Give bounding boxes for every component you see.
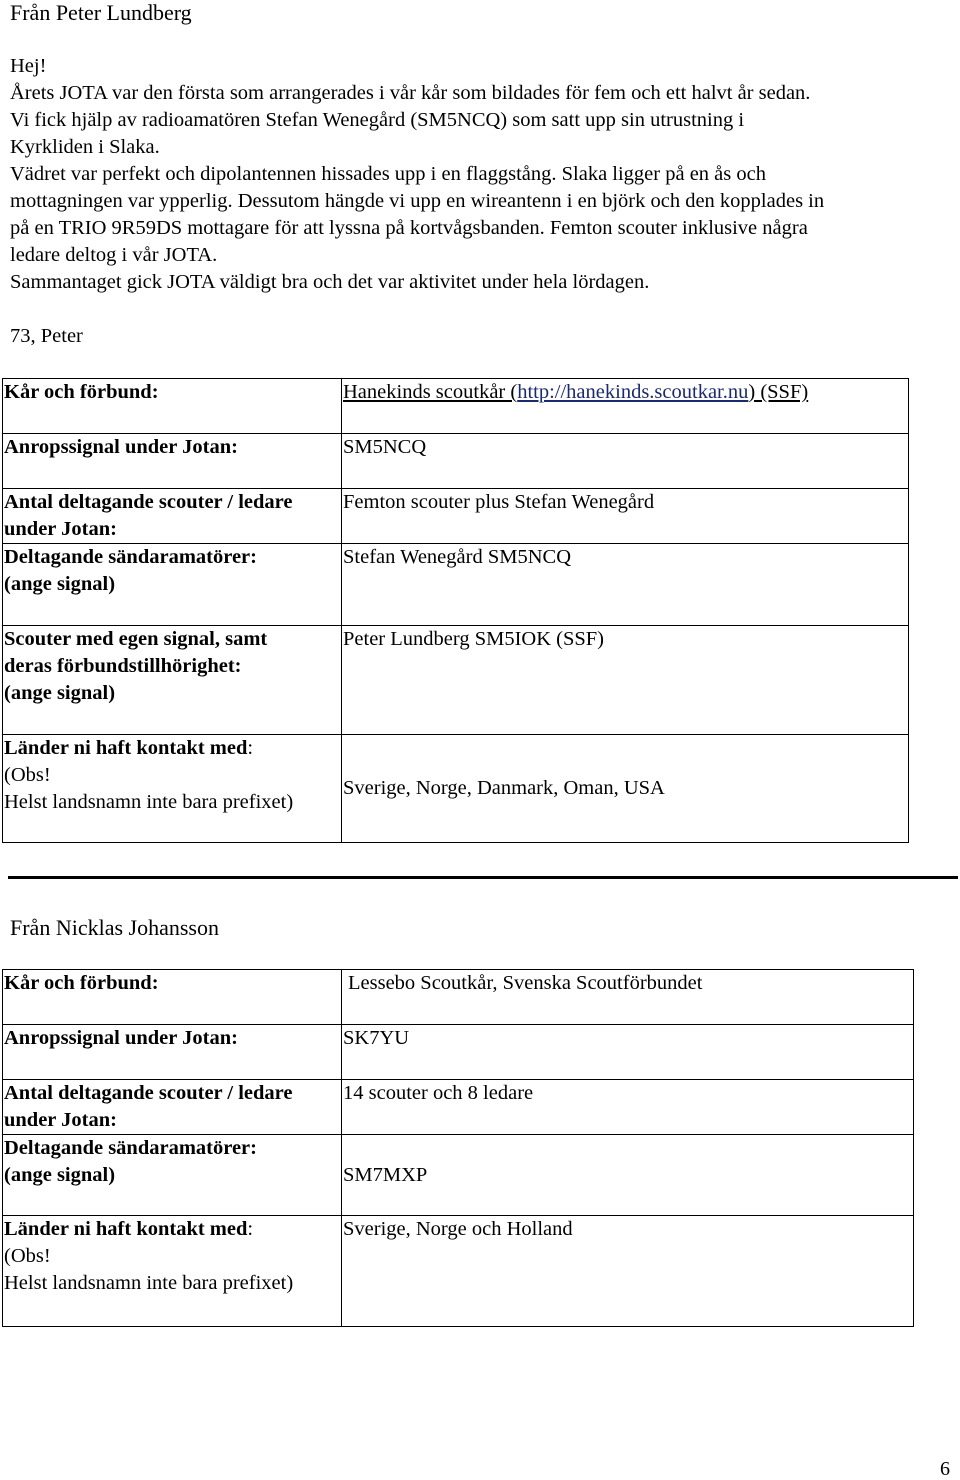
letter-line: på en TRIO 9R59DS mottagare för att lyssna på kortvågsbanden. Femton scouter inklusive några <box>10 217 808 239</box>
table-value <box>342 379 909 434</box>
info-table-peter <box>2 378 909 843</box>
table-value: SM5NCQ <box>342 434 909 489</box>
table-row <box>3 970 914 1025</box>
paragraph-gap <box>10 296 955 323</box>
section-divider <box>8 876 958 879</box>
table-value: Stefan Wenegård SM5NCQ <box>342 544 909 626</box>
table-label: Anropssignal under Jotan: <box>3 434 342 489</box>
table-value: SK7YU <box>342 1025 914 1080</box>
letter-line: Vädret var perfekt och dipolantennen hissades upp i en flaggstång. Slaka ligger på en ås och <box>10 163 766 185</box>
table-label: Antal deltagande scouter / ledare under Jotan: <box>3 1080 342 1135</box>
table-value: Peter Lundberg SM5IOK (SSF) <box>342 626 909 735</box>
letter-line: Årets JOTA var den första som arrangerades i vår kår som bildades för fem och ett halvt år sedan. <box>10 82 811 104</box>
table-label: Antal deltagande scouter / ledare under Jotan: <box>3 489 342 544</box>
table-row <box>3 544 909 626</box>
table-row <box>3 434 909 489</box>
table-row <box>3 1216 914 1327</box>
table-row <box>3 1080 914 1135</box>
table-value: Lessebo Scoutkår, Svenska Scoutförbundet <box>342 970 914 1025</box>
letter-line: mottagningen var ypperlig. Dessutom hängde vi upp en wireantenn i en björk och den kopplades in <box>10 190 825 212</box>
letter-line: Hej! <box>10 55 47 77</box>
table-value: Femton scouter plus Stefan Wenegård <box>342 489 909 544</box>
table-value: 14 scouter och 8 ledare <box>342 1080 914 1135</box>
table-value: SM7MXP <box>342 1135 914 1216</box>
kar-name: Hanekinds scoutkår ( <box>343 381 518 403</box>
table-label: Anropssignal under Jotan: <box>3 1025 342 1080</box>
kar-link[interactable]: http://hanekinds.scoutkar.nu <box>517 381 749 403</box>
section-heading-nicklas: Från Nicklas Johansson <box>10 915 219 940</box>
table-row <box>3 489 909 544</box>
info-table-nicklas <box>2 969 914 1327</box>
section-heading-peter: Från Peter Lundberg <box>10 0 192 25</box>
table-label: Länder ni haft kontakt med: (Obs! Helst landsnamn inte bara prefixet) <box>3 1216 342 1327</box>
table-row <box>3 379 909 434</box>
letter-line: Kyrkliden i Slaka. <box>10 136 160 158</box>
letter-line: Vi fick hjälp av radioamatören Stefan Wenegård (SM5NCQ) som satt upp sin utrustning i <box>10 109 745 131</box>
table-row <box>3 1025 914 1080</box>
letter-line: Sammantaget gick JOTA väldigt bra och det var aktivitet under hela lördagen. <box>10 271 650 293</box>
table-label: Scouter med egen signal, samt deras förbundstillhörighet: (ange signal) <box>3 626 342 735</box>
table-label: Kår och förbund: <box>3 379 342 434</box>
table-row <box>3 735 909 843</box>
letter-body <box>10 53 955 350</box>
kar-suffix: ) (SSF) <box>748 381 809 403</box>
table-label: Deltagande sändaramatörer: (ange signal) <box>3 1135 342 1216</box>
table-row <box>3 626 909 735</box>
table-label: Deltagande sändaramatörer: (ange signal) <box>3 544 342 626</box>
letter-signoff: 73, Peter <box>10 325 83 347</box>
page-number: 6 <box>940 1458 950 1480</box>
table-label: Länder ni haft kontakt med: (Obs! Helst landsnamn inte bara prefixet) <box>3 735 342 843</box>
letter-line: ledare deltog i vår JOTA. <box>10 244 218 266</box>
table-row <box>3 1135 914 1216</box>
table-value: Sverige, Norge, Danmark, Oman, USA <box>342 735 909 843</box>
table-label: Kår och förbund: <box>3 970 342 1025</box>
table-value: Sverige, Norge och Holland <box>342 1216 914 1327</box>
